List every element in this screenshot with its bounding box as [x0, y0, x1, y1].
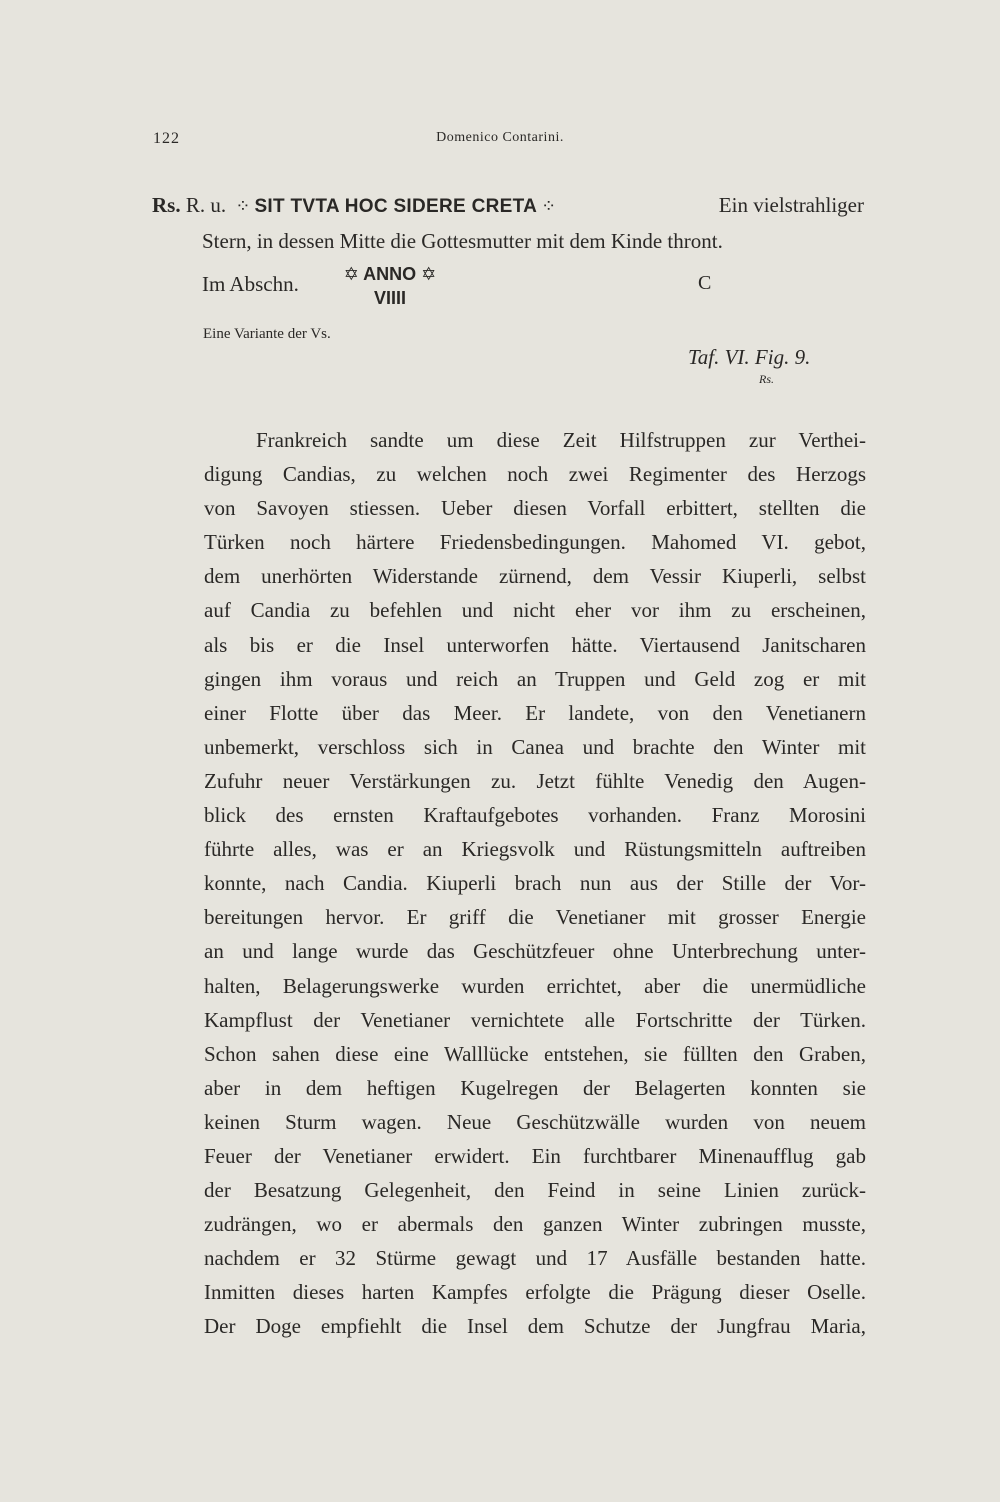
exergue-line-1 [320, 262, 460, 286]
variant-note: Eine Variante der Vs. [203, 326, 331, 342]
body-line: aber in dem heftigen Kugelregen der Belagerten konnten sie [204, 1075, 866, 1100]
exergue-legend [320, 262, 460, 310]
entry-line-1-left [152, 188, 560, 224]
reverse-label: Rs. [152, 193, 181, 217]
body-line: blick des ernsten Kraftaufgebotes vorhanden. Franz Morosini [204, 803, 866, 828]
body-line: halten, Belagerungswerke wurden errichtet, aber die unermüdliche [204, 973, 866, 998]
plate-reference: Taf. VI. Fig. 9. [688, 345, 811, 369]
running-head [150, 128, 850, 152]
ornament-icon: ⁘ [235, 196, 251, 216]
body-line: Frankreich sandte um diese Zeit Hilfstruppen zur Verthei- [256, 428, 866, 452]
body-line: Zufuhr neuer Verstärkungen zu. Jetzt fühlte Venedig den Augen- [204, 768, 866, 793]
exergue-anno: ANNO [363, 264, 417, 284]
body-line: gingen ihm voraus und reich an Truppen und Geld zog er mit [204, 666, 866, 691]
running-title: Domenico Contarini. [436, 130, 564, 145]
body-line: auf Candia zu befehlen und nicht eher vor ihm zu erscheinen, [204, 598, 866, 623]
body-line: keinen Sturm wagen. Neue Geschützwälle wurden von neuem [204, 1109, 866, 1134]
body-line: der Besatzung Gelegenheit, den Feind in seine Linien zurück- [204, 1178, 866, 1203]
body-line: Feuer der Venetianer erwidert. Ein furchtbarer Minenaufflug gab [204, 1143, 866, 1168]
body-line: Türken noch härtere Friedensbedingungen. Mahomed VI. gebot, [204, 530, 866, 555]
body-line: bereitungen hervor. Er griff die Venetianer mit grosser Energie [204, 905, 866, 930]
body-line: an und lange wurde das Geschützfeuer ohne Unterbrechung unter- [204, 939, 866, 964]
body-line: Inmitten dieses harten Kampfes erfolgte die Prägung dieser Oselle. [204, 1280, 866, 1305]
body-line: führte alles, was er an Kriegsvolk und Rüstungsmitteln auftreiben [204, 837, 866, 862]
star-icon: ✡ [421, 264, 437, 284]
entry-line-2: Stern, in dessen Mitte die Gottesmutter mit dem Kinde thront. [202, 229, 723, 253]
exergue-line-2: VIIII [373, 288, 406, 308]
body-line: dem unerhörten Widerstande zürnend, dem Vessir Kiuperli, selbst [204, 564, 866, 589]
exergue-block [202, 262, 722, 316]
body-line: zudrängen, wo er abermals den ganzen Winter zubringen musste, [204, 1212, 866, 1237]
exergue-label: Im Abschn. [202, 272, 299, 296]
star-icon: ✡ [343, 264, 359, 284]
coin-entry [152, 188, 864, 258]
body-line: einer Flotte über das Meer. Er landete, von den Venetianern [204, 700, 866, 725]
entry-line-1-tail: Ein vielstrahliger [718, 193, 864, 217]
body-line: konnte, nach Candia. Kiuperli brach nun aus der Stille der Vor- [204, 871, 866, 896]
body-line: unbemerkt, verschloss sich in Canea und brachte den Winter mit [204, 734, 866, 759]
page-number: 122 [153, 130, 180, 147]
ornament-icon: ⁘ [541, 196, 557, 216]
body-line: von Savoyen stiessen. Ueber diesen Vorfall erbittert, stellten die [204, 496, 866, 521]
entry-line-1 [152, 188, 864, 224]
plate-subscript: Rs. [759, 372, 774, 386]
body-line: Kampflust der Venetianer vernichtete alle Fortschritte der Türken. [204, 1007, 866, 1032]
body-text [204, 423, 866, 1344]
body-line: Schon sahen diese eine Walllücke entstehen, sie füllten den Graben, [204, 1041, 866, 1066]
body-line: digung Candias, zu welchen noch zwei Regimenter des Herzogs [204, 462, 866, 487]
body-line: als bis er die Insel unterworfen hätte. Viertausend Janitscharen [204, 632, 866, 657]
entry-prefix: R. u. [185, 193, 227, 217]
exergue-right-mark: C [698, 272, 712, 294]
body-line: nachdem er 32 Stürme gewagt und 17 Ausfälle bestanden hatte. [204, 1246, 866, 1271]
body-line: Der Doge empfiehlt die Insel dem Schutze der Jungfrau Maria, [204, 1314, 866, 1339]
coin-legend: SIT TVTA HOC SIDERE CRETA [254, 196, 538, 217]
